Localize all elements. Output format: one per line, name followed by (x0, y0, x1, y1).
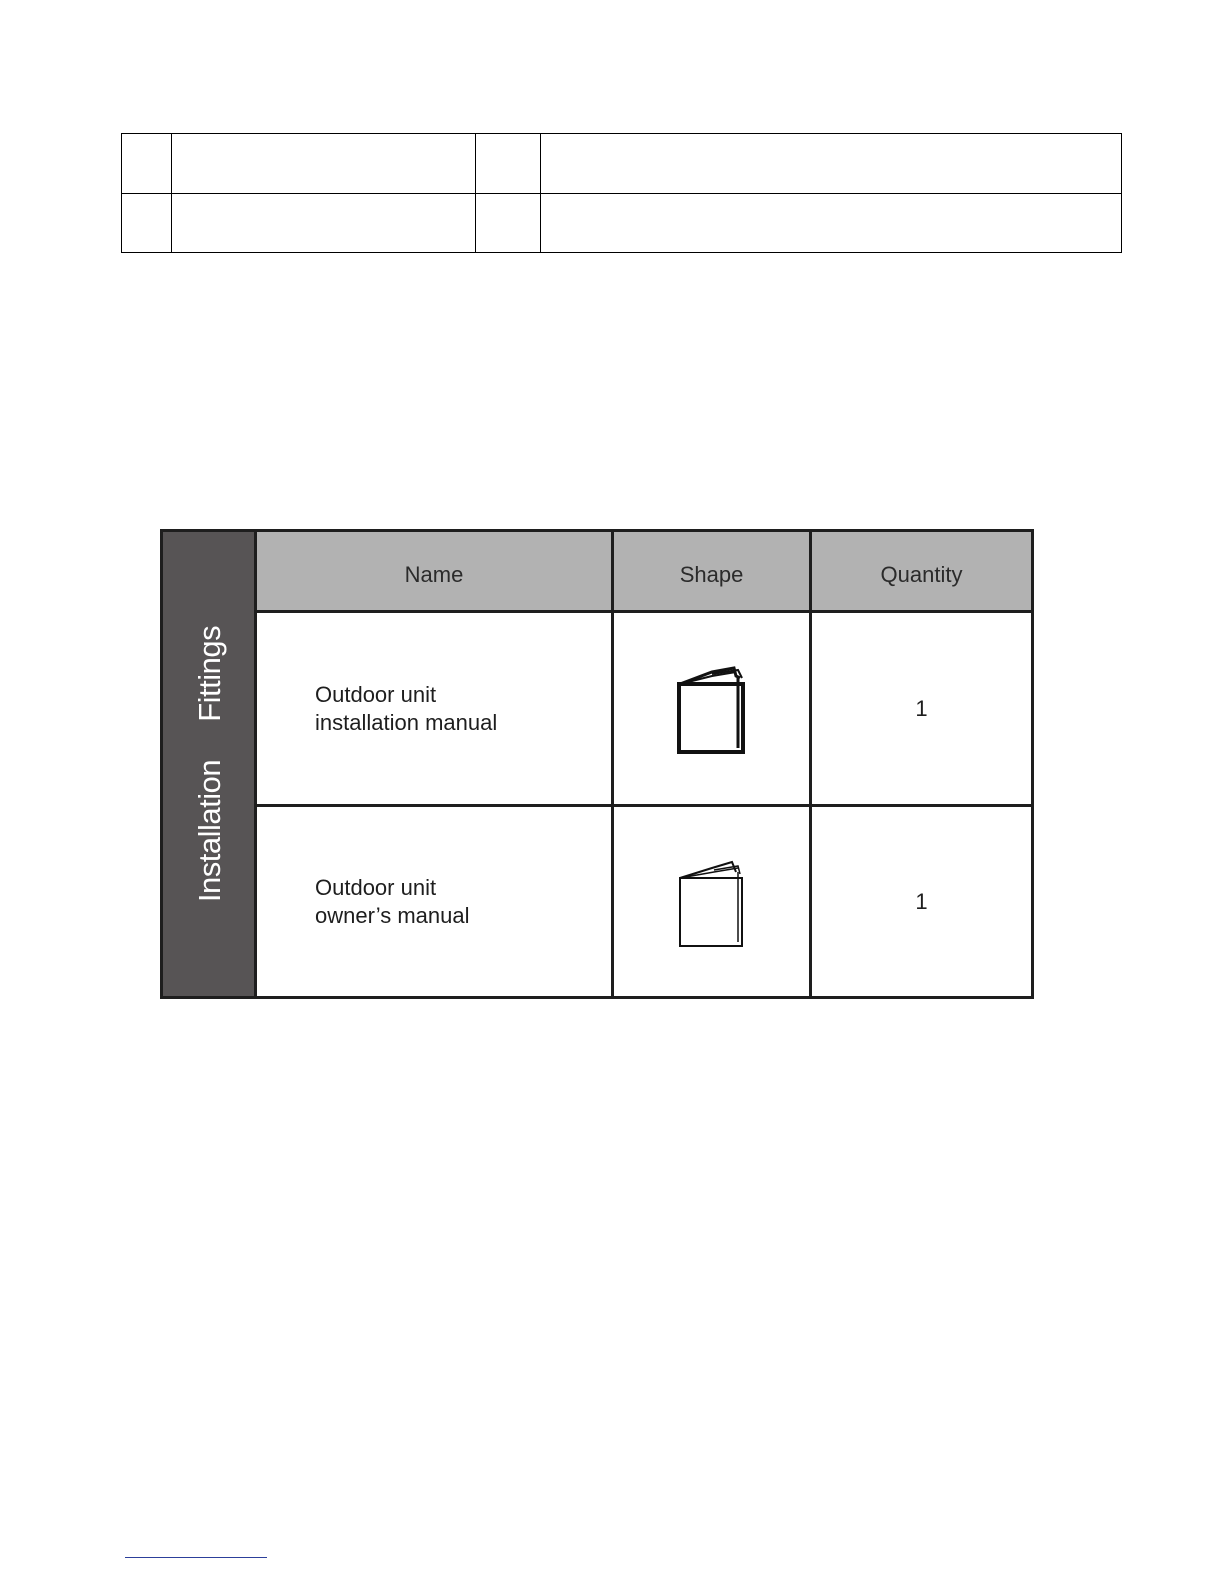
side-band (163, 532, 257, 996)
item-name-line: Outdoor unit (315, 682, 437, 707)
booklet-icon (676, 858, 748, 950)
item-name-line: installation manual (315, 710, 498, 735)
column-header-name: Name (404, 562, 464, 587)
item-name-owners-manual (315, 874, 470, 930)
column-divider (611, 532, 614, 996)
empty-top-table (121, 133, 1122, 253)
table-column-divider (171, 134, 172, 252)
column-divider (809, 532, 812, 996)
booklet-icon (676, 664, 748, 756)
side-label: Installation Fittings (192, 625, 227, 903)
installation-fittings-table (160, 529, 1034, 999)
item-quantity: 1 (915, 889, 928, 914)
footnote-rule (125, 1557, 267, 1558)
item-name-line: Outdoor unit (315, 875, 437, 900)
table-column-divider (475, 134, 476, 252)
item-name-line: owner’s manual (315, 903, 470, 928)
table-column-divider (540, 134, 541, 252)
table-row-divider (122, 193, 1121, 194)
column-header-quantity: Quantity (880, 562, 963, 587)
item-quantity: 1 (915, 696, 928, 721)
row-divider (257, 804, 1031, 807)
column-header-shape: Shape (679, 562, 744, 587)
item-name-installation-manual (315, 681, 497, 737)
